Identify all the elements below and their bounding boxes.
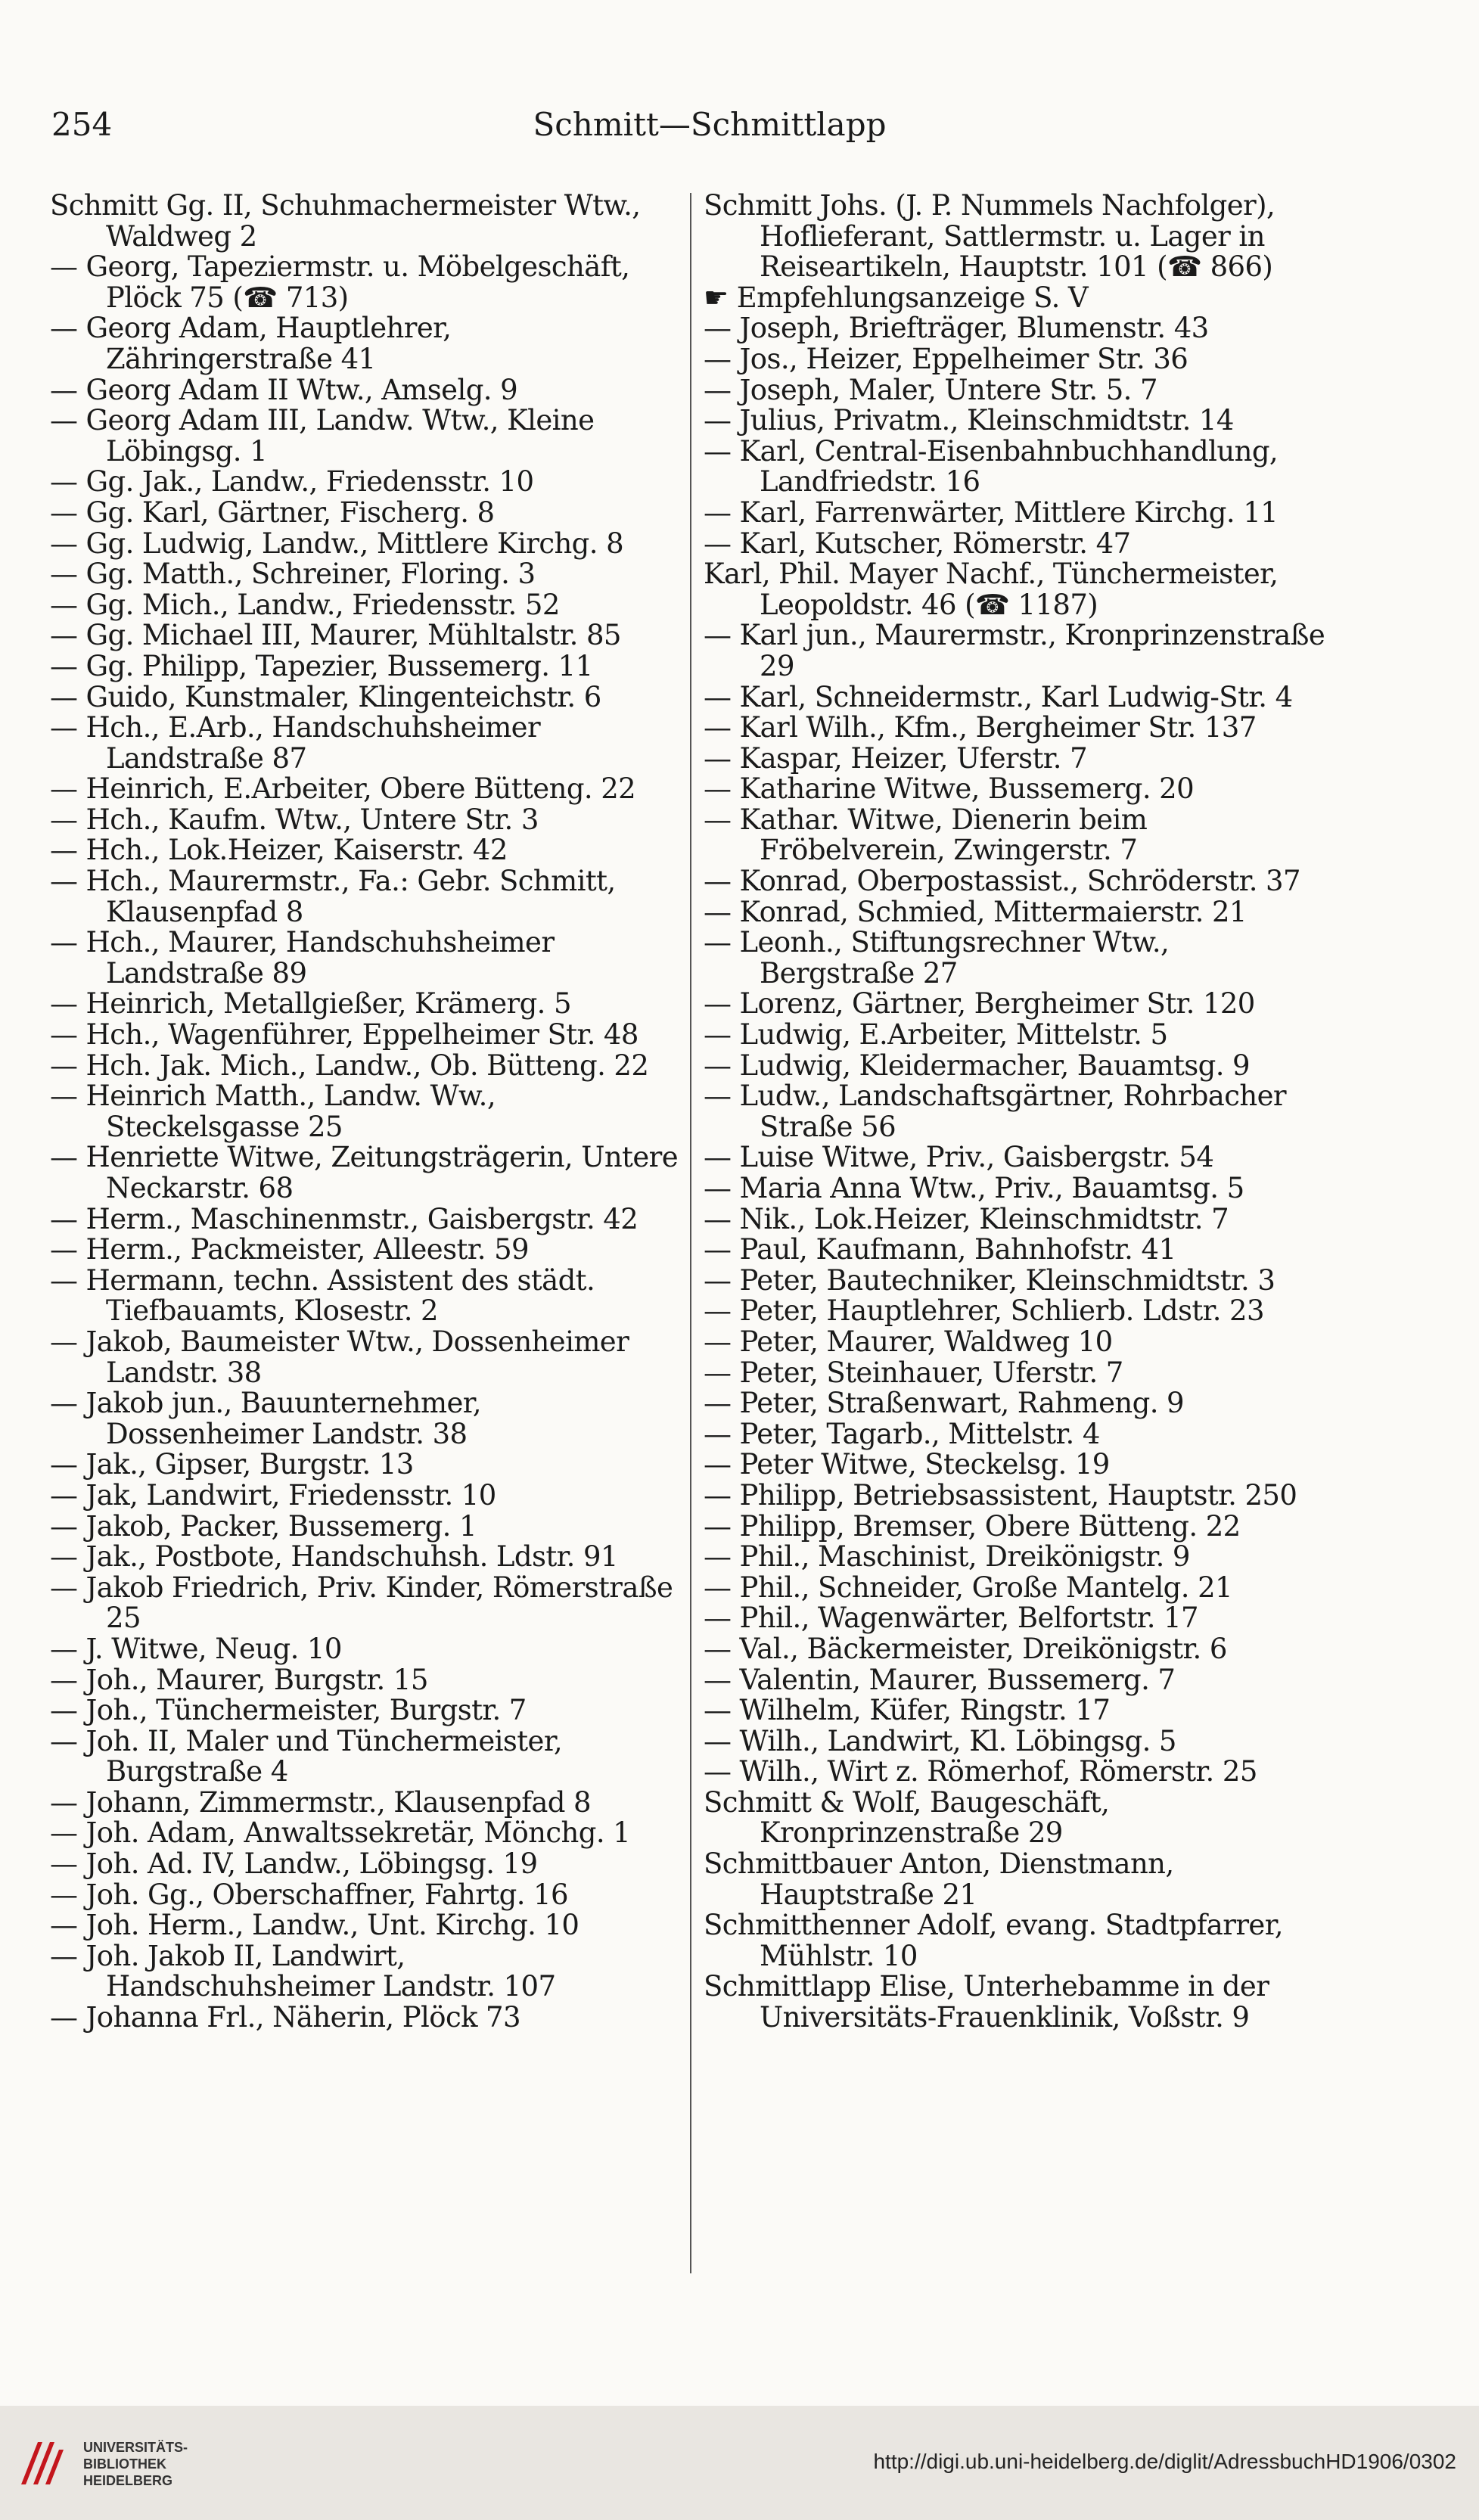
library-name-line: HEIDELBERG [83, 2473, 173, 2488]
directory-entry: — Johann, Zimmermstr., Klausenpfad 8 [50, 1785, 591, 1819]
directory-entry: — Jakob, Packer, Bussemerg. 1 [50, 1509, 477, 1543]
directory-entry: — Hch., Kaufm. Wtw., Untere Str. 3 [50, 803, 539, 836]
directory-entry: — Karl jun., Maurermstr., Kronprinzenstraße 29 [704, 619, 1325, 682]
directory-entry: — Georg Adam, Hauptlehrer, Zähringerstraße 41 [50, 312, 452, 375]
directory-entry: — Joh. II, Maler und Tünchermeister, Burgstraße 4 [50, 1724, 563, 1788]
directory-entry: — Philipp, Bremser, Obere Bütteng. 22 [704, 1509, 1241, 1543]
directory-entry: — Georg Adam II Wtw., Amselg. 9 [50, 373, 518, 406]
directory-entry: — Joh. Herm., Landw., Unt. Kirchg. 10 [50, 1909, 579, 1942]
directory-entry: — Jakob jun., Bauunternehmer, Dossenheimer Landstr. 38 [50, 1387, 481, 1450]
directory-entry: — Karl, Central-Eisenbahnbuchhandlung, Landfriedstr. 16 [704, 434, 1279, 499]
directory-entry: — Joh. Adam, Anwaltssekretär, Mönchg. 1 [50, 1816, 631, 1850]
directory-entry: — Wilh., Landwirt, Kl. Löbingsg. 5 [704, 1724, 1176, 1757]
directory-entry: — Joh., Maurer, Burgstr. 15 [50, 1663, 428, 1696]
directory-entry: — Karl, Kutscher, Römerstr. 47 [704, 527, 1131, 560]
left-column [50, 191, 678, 2034]
directory-entry: — Joh. Jakob II, Landwirt, Handschuhsheimer Landstr. 107 [50, 1939, 556, 2003]
heidelberg-library-logo-icon [15, 2436, 70, 2490]
column-divider [690, 193, 691, 2273]
directory-entry: ☛ Empfehlungsanzeige S. V [704, 281, 1089, 314]
directory-entry: — Gg. Karl, Gärtner, Fischerg. 8 [50, 496, 495, 529]
directory-entry: — Peter Witwe, Steckelsg. 19 [704, 1448, 1110, 1481]
directory-entry: — Nik., Lok.Heizer, Kleinschmidtstr. 7 [704, 1202, 1229, 1235]
directory-entry: — Jakob Friedrich, Priv. Kinder, Römerstraße 25 [50, 1571, 673, 1635]
directory-entry: — Peter, Maurer, Waldweg 10 [704, 1325, 1113, 1358]
directory-entry: — Gg. Michael III, Maurer, Mühltalstr. 85 [50, 619, 621, 652]
directory-entry: — Phil., Maschinist, Dreikönigstr. 9 [704, 1540, 1190, 1574]
directory-entry: — Karl, Farrenwärter, Mittlere Kirchg. 11 [704, 496, 1279, 529]
directory-entry: — Wilhelm, Küfer, Ringstr. 17 [704, 1694, 1111, 1727]
directory-entry: — Kaspar, Heizer, Uferstr. 7 [704, 741, 1088, 775]
directory-entry: Schmitt Johs. (J. P. Nummels Nachfolger), Hoflieferant, Sattlermstr. u. Lager in Reiseartikeln, Hauptstr. 101 (☎ 866) [704, 189, 1275, 284]
directory-entry: — Peter, Tagarb., Mittelstr. 4 [704, 1417, 1100, 1450]
directory-entry: — Henriette Witwe, Zeitungsträgerin, Untere Neckarstr. 68 [50, 1141, 679, 1204]
directory-entry: — Ludwig, Kleidermacher, Bauamtsg. 9 [704, 1049, 1250, 1082]
directory-entry: — Heinrich, Metallgießer, Krämerg. 5 [50, 987, 571, 1021]
library-name-line: BIBLIOTHEK [83, 2456, 166, 2472]
directory-entry: — Peter, Hauptlehrer, Schlierb. Ldstr. 23 [704, 1294, 1264, 1328]
directory-entry: — Peter, Steinhauer, Uferstr. 7 [704, 1356, 1123, 1389]
directory-entry: — Guido, Kunstmaler, Klingenteichstr. 6 [50, 680, 601, 713]
directory-entry: — Joh. Gg., Oberschaffner, Fahrtg. 16 [50, 1878, 568, 1911]
directory-entry: — Georg Adam III, Landw. Wtw., Kleine Löbingsg. 1 [50, 404, 595, 468]
directory-entry: Karl, Phil. Mayer Nachf., Tünchermeister, Leopoldstr. 46 (☎ 1187) [704, 558, 1279, 621]
directory-entry: — Joseph, Maler, Untere Str. 5. 7 [704, 373, 1157, 406]
directory-entry: — Heinrich, E.Arbeiter, Obere Bütteng. 22 [50, 772, 636, 806]
directory-entry: — Luise Witwe, Priv., Gaisbergstr. 54 [704, 1141, 1214, 1174]
directory-entry: — Wilh., Wirt z. Römerhof, Römerstr. 25 [704, 1755, 1257, 1788]
directory-entry: Schmittlapp Elise, Unterhebamme in der Universitäts-Frauenklinik, Voßstr. 9 [704, 1970, 1269, 2034]
directory-entry: — Gg. Mich., Landw., Friedensstr. 52 [50, 588, 560, 621]
library-name [83, 2439, 188, 2489]
directory-entry: — Karl Wilh., Kfm., Bergheimer Str. 137 [704, 711, 1257, 744]
directory-entry: — Jak., Gipser, Burgstr. 13 [50, 1448, 414, 1481]
directory-entry: Schmitthenner Adolf, evang. Stadtpfarrer, Mühlstr. 10 [704, 1909, 1283, 1972]
directory-entry: — J. Witwe, Neug. 10 [50, 1632, 342, 1665]
directory-entry: — Valentin, Maurer, Bussemerg. 7 [704, 1663, 1176, 1696]
directory-entry: — Paul, Kaufmann, Bahnhofstr. 41 [704, 1233, 1176, 1266]
directory-entry: — Phil., Schneider, Große Mantelg. 21 [704, 1571, 1232, 1604]
directory-entry: — Lorenz, Gärtner, Bergheimer Str. 120 [704, 987, 1255, 1021]
right-column [704, 191, 1331, 2034]
page-number: 254 [51, 106, 113, 143]
directory-entry: — Jakob, Baumeister Wtw., Dossenheimer Landstr. 38 [50, 1325, 629, 1389]
directory-entry: — Peter, Straßenwart, Rahmeng. 9 [704, 1387, 1184, 1420]
directory-entry: — Gg. Philipp, Tapezier, Bussemerg. 11 [50, 649, 593, 682]
page-title: Schmitt—Schmittlapp [533, 106, 887, 143]
directory-entry: — Hch., E.Arb., Handschuhsheimer Landstraße 87 [50, 711, 541, 775]
directory-entry: — Julius, Privatm., Kleinschmidtstr. 14 [704, 404, 1234, 437]
directory-entry: Schmittbauer Anton, Dienstmann, Hauptstraße 21 [704, 1847, 1174, 1911]
directory-entry: — Jos., Heizer, Eppelheimer Str. 36 [704, 342, 1188, 375]
directory-entry: — Jak., Postbote, Handschuhsh. Ldstr. 91 [50, 1540, 618, 1574]
source-url-link[interactable]: http://digi.ub.uni-heidelberg.de/diglit/AdressbuchHD1906/0302 [873, 2450, 1456, 2473]
directory-entry: — Hch., Maurer, Handschuhsheimer Landstraße 89 [50, 926, 555, 990]
directory-entry: — Johanna Frl., Näherin, Plöck 73 [50, 2001, 520, 2034]
directory-entry: — Joh., Tünchermeister, Burgstr. 7 [50, 1694, 527, 1727]
directory-entry: — Heinrich Matth., Landw. Ww., Steckelsgasse 25 [50, 1080, 496, 1143]
directory-entry: — Phil., Wagenwärter, Belfortstr. 17 [704, 1602, 1198, 1635]
directory-entry: Schmitt & Wolf, Baugeschäft, Kronprinzenstraße 29 [704, 1785, 1110, 1850]
directory-entry: — Leonh., Stiftungsrechner Wtw., Bergstraße 27 [704, 926, 1170, 990]
directory-entry: — Ludw., Landschaftsgärtner, Rohrbacher Straße 56 [704, 1080, 1287, 1143]
directory-entry: — Konrad, Schmied, Mittermaierstr. 21 [704, 895, 1247, 928]
directory-entry: — Philipp, Betriebsassistent, Hauptstr. 250 [704, 1478, 1297, 1512]
directory-entry: — Konrad, Oberpostassist., Schröderstr. 37 [704, 865, 1300, 898]
directory-entry: — Joh. Ad. IV, Landw., Löbingsg. 19 [50, 1847, 538, 1881]
directory-entry: — Hermann, techn. Assistent des städt. Tiefbauamts, Klosestr. 2 [50, 1263, 595, 1328]
directory-entry: — Joseph, Briefträger, Blumenstr. 43 [704, 312, 1209, 345]
page-header [51, 106, 1368, 151]
directory-entry: — Katharine Witwe, Bussemerg. 20 [704, 772, 1195, 806]
directory-entry: — Hch., Maurermstr., Fa.: Gebr. Schmitt, Klausenpfad 8 [50, 865, 616, 928]
directory-entry: — Maria Anna Wtw., Priv., Bauamtsg. 5 [704, 1172, 1244, 1204]
directory-entry: — Herm., Packmeister, Alleestr. 59 [50, 1233, 529, 1266]
library-name-line: UNIVERSITÄTS- [83, 2440, 188, 2455]
directory-entry: — Kathar. Witwe, Dienerin beim Fröbelverein, Zwingerstr. 7 [704, 803, 1148, 867]
directory-entry: — Gg. Jak., Landw., Friedensstr. 10 [50, 465, 534, 499]
directory-entry: Schmitt Gg. II, Schuhmachermeister Wtw., Waldweg 2 [50, 189, 641, 253]
directory-entry: — Hch., Wagenführer, Eppelheimer Str. 48 [50, 1018, 639, 1052]
directory-entry: — Hch. Jak. Mich., Landw., Ob. Bütteng. 22 [50, 1049, 649, 1082]
directory-entry: — Peter, Bautechniker, Kleinschmidtstr. 3 [704, 1263, 1275, 1297]
directory-entry: — Gg. Ludwig, Landw., Mittlere Kirchg. 8 [50, 527, 624, 560]
directory-entry: — Jak, Landwirt, Friedensstr. 10 [50, 1478, 496, 1512]
directory-entry: — Herm., Maschinenmstr., Gaisbergstr. 42 [50, 1202, 639, 1235]
directory-entry: — Ludwig, E.Arbeiter, Mittelstr. 5 [704, 1018, 1168, 1052]
directory-entry: — Georg, Tapeziermstr. u. Möbelgeschäft, Plöck 75 (☎ 713) [50, 250, 630, 314]
directory-entry: — Hch., Lok.Heizer, Kaiserstr. 42 [50, 834, 508, 867]
directory-entry: — Gg. Matth., Schreiner, Floring. 3 [50, 558, 536, 591]
footer-bar [0, 2406, 1479, 2520]
directory-entry: — Karl, Schneidermstr., Karl Ludwig-Str. 4 [704, 680, 1293, 713]
directory-entry: — Val., Bäckermeister, Dreikönigstr. 6 [704, 1632, 1227, 1665]
